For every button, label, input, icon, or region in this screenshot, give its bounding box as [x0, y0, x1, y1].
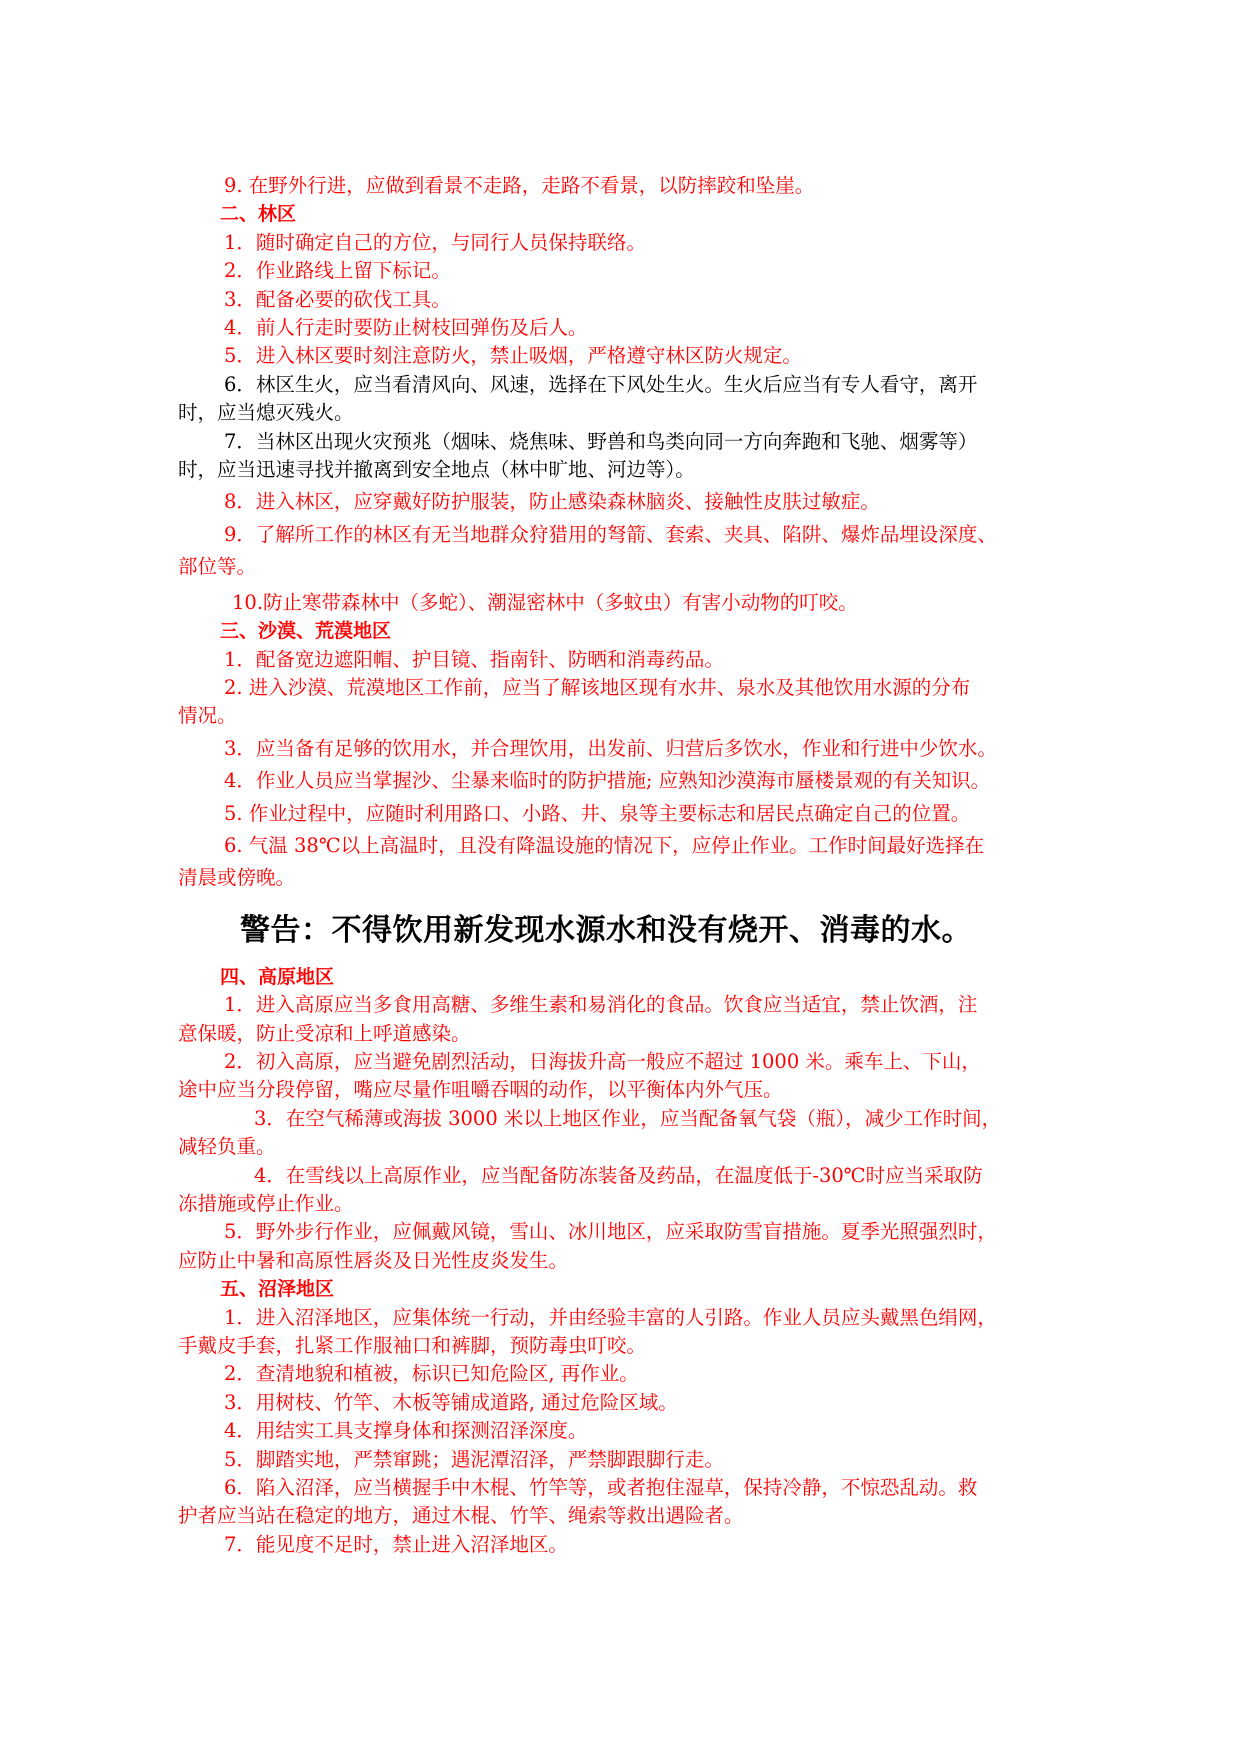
text-line: 途中应当分段停留，嘴应尽量作咀嚼吞咽的动作，以平衡体内外气压。 — [178, 1078, 783, 1102]
text-line: 1．进入沼泽地区，应集体统一行动，并由经验丰富的人引路。作业人员应头戴黑色绢网， — [224, 1305, 997, 1329]
text-line: 5．进入林区要时刻注意防火，禁止吸烟，严格遵守林区防火规定。 — [224, 344, 802, 368]
section-heading: 二、林区 — [220, 203, 297, 226]
text-line: 1．配备宽边遮阳帽、护目镜、指南针、防晒和消毒药品。 — [224, 647, 724, 671]
text-line: 6. 气温 38℃以上高温时，且没有降温设施的情况下，应停止作业。工作时间最好选择在 — [224, 833, 985, 857]
text-line: 意保暖，防止受凉和上呼道感染。 — [178, 1021, 471, 1045]
text-line: 5．野外步行作业，应佩戴风镜，雪山、冰川地区，应采取防雪盲措施。夏季光照强烈时， — [224, 1220, 997, 1244]
text-line: 9．了解所工作的林区有无当地群众狩猎用的弩箭、套索、夹具、陷阱、爆炸品埋设深度、 — [224, 522, 997, 546]
text-line: 6．林区生火，应当看清风向、风速，选择在下风处生火。生火后应当有专人看守，离开 — [224, 372, 978, 396]
text-line: 4．作业人员应当掌握沙、尘暴来临时的防护措施; 应熟知沙漠海市蜃楼景观的有关知识。 — [224, 769, 991, 793]
text-line: 7．当林区出现火灾预兆（烟味、烧焦味、野兽和鸟类向同一方向奔跑和飞驰、烟雾等） — [224, 429, 978, 453]
text-line: 1．随时确定自己的方位，与同行人员保持联络。 — [224, 230, 646, 254]
text-line: 时，应当熄灭残火。 — [178, 401, 354, 425]
text-line: 5. 作业过程中，应随时利用路口、小路、井、泉等主要标志和居民点确定自己的位置。 — [224, 801, 971, 825]
text-line: 7．能见度不足时，禁止进入沼泽地区。 — [224, 1532, 568, 1556]
text-line: 4．在雪线以上高原作业，应当配备防冻装备及药品，在温度低于-30℃时应当采取防 — [254, 1163, 983, 1187]
text-line: 3．用树枝、竹竿、木板等铺成道路, 通过危险区域。 — [224, 1390, 678, 1414]
section-heading: 五、沼泽地区 — [220, 1278, 335, 1301]
warning-banner: 警告：不得饮用新发现水源水和没有烧开、消毒的水。 — [240, 912, 972, 948]
text-line: 时，应当迅速寻找并撤离到安全地点（林中旷地、河边等）。 — [178, 458, 695, 482]
text-line: 10.防止寒带森林中（多蛇）、潮湿密林中（多蚊虫）有害小动物的叮咬。 — [232, 590, 858, 614]
text-line: 4．用结实工具支撑身体和探测沼泽深度。 — [224, 1419, 588, 1443]
text-line: 9. 在野外行进，应做到看景不走路，走路不看景，以防摔跤和坠崖。 — [224, 174, 815, 197]
text-line: 清晨或傍晚。 — [178, 866, 296, 890]
text-line: 冻措施或停止作业。 — [178, 1192, 354, 1215]
section-heading: 四、高原地区 — [220, 965, 335, 988]
document-body — [178, 172, 1068, 1559]
text-line: 部位等。 — [178, 555, 257, 579]
text-line: 2．初入高原，应当避免剧烈活动，日海拔升高一般应不超过 1000 米。乘车上、下山， — [224, 1049, 981, 1073]
text-line: 2. 进入沙漠、荒漠地区工作前，应当了解该地区现有水井、泉水及其他饮用水源的分布 — [224, 675, 971, 699]
text-line: 6．陷入沼泽，应当横握手中木棍、竹竿等，或者抱住湿草，保持冷静，不惊恐乱动。救 — [224, 1476, 978, 1500]
text-line: 减轻负重。 — [178, 1135, 276, 1159]
text-line: 3．在空气稀薄或海拔 3000 米以上地区作业，应当配备氧气袋（瓶），减少工作时间， — [254, 1106, 1002, 1130]
text-line: 3．配备必要的砍伐工具。 — [224, 287, 451, 311]
text-line: 2．查清地貌和植被，标识已知危险区, 再作业。 — [224, 1362, 639, 1386]
text-line: 8．进入林区，应穿戴好防护服装，防止感染森林脑炎、接触性皮肤过敏症。 — [224, 490, 880, 514]
text-line: 3．应当备有足够的饮用水，并合理饮用，出发前、归营后多饮水，作业和行进中少饮水。 — [224, 736, 997, 760]
text-line: 4．前人行走时要防止树枝回弹伤及后人。 — [224, 316, 588, 340]
text-line: 应防止中暑和高原性唇炎及日光性皮炎发生。 — [178, 1248, 569, 1272]
text-line: 2．作业路线上留下标记。 — [224, 259, 451, 283]
text-line: 1．进入高原应当多食用高糖、多维生素和易消化的食品。饮食应当适宜，禁止饮酒，注 — [224, 993, 978, 1017]
text-line: 情况。 — [178, 704, 237, 728]
text-line: 护者应当站在稳定的地方，通过木棍、竹竿、绳索等救出遇险者。 — [178, 1504, 744, 1528]
section-heading: 三、沙漠、荒漠地区 — [220, 620, 392, 643]
text-line: 5．脚踏实地，严禁窜跳；遇泥潭沼泽，严禁脚跟脚行走。 — [224, 1447, 724, 1471]
text-line: 手戴皮手套，扎紧工作服袖口和裤脚，预防毒虫叮咬。 — [178, 1334, 647, 1358]
